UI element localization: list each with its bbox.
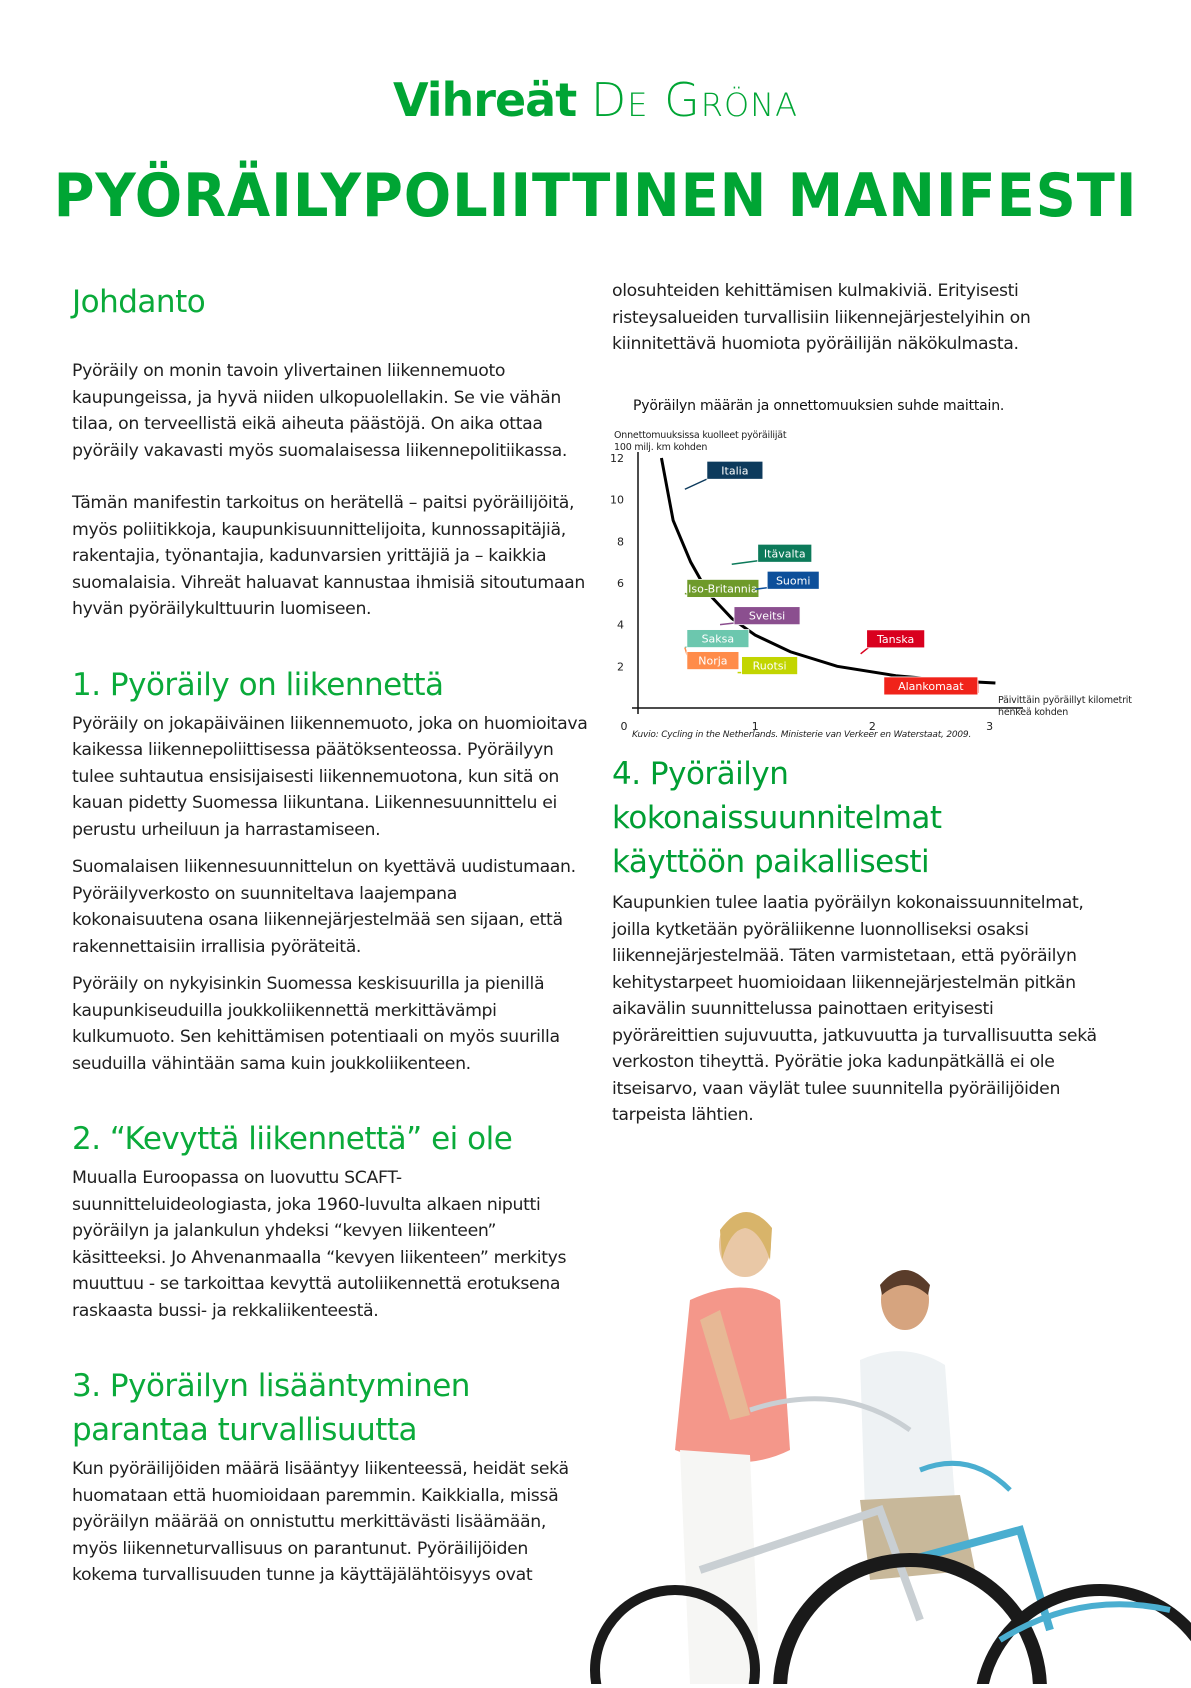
country-label-sveitsi: Sveitsi [748, 609, 786, 623]
section-4 [612, 752, 1112, 1129]
silver-bike-front-wheel [780, 1560, 1040, 1684]
country-label-saksa: Saksa [701, 632, 735, 646]
country-label-norja: Norja [698, 654, 728, 668]
section-2-paragraph-1: Muualla Euroopassa on luovuttu SCAFT-suunnitteluideologiasta, joka 1960-luvulta alkaen niputti pyöräilyn ja jalankulun yhdeksi “kevyen liikenteen” käsitteeksi. Jo Ahvenanmaalla “kevyen liikenteen” merkitys muuttuu - se tarkoittaa kevyttä autoliikennettä erotuksena raskaasta bussi- ja rekkaliikenteestä. [72, 1168, 567, 1321]
x-tick-label: 0 [620, 720, 628, 733]
brand-logo [0, 72, 1191, 128]
y-label-line-1: Onnettomuuksissa kuolleet pyöräilijät [614, 430, 787, 441]
section-heading-4-line-2: käyttöön paikallisesti [612, 844, 930, 880]
section-heading-4 [612, 752, 1112, 884]
accident-chart [608, 390, 1148, 750]
section-heading-3 [72, 1364, 592, 1452]
x-tick-label: 3 [986, 720, 994, 733]
country-label-tanska: Tanska [877, 632, 915, 646]
country-label-italia: Italia [721, 464, 749, 478]
y-tick-label: 6 [617, 577, 624, 590]
chart-source: Kuvio: Cycling in the Netherlands. Ministerie van Verkeer en Waterstaat, 2009. [632, 730, 972, 740]
country-label-iso-britannia: Iso-Britannia [688, 582, 758, 596]
right-column [612, 278, 1102, 358]
y-tick-label: 4 [617, 618, 624, 632]
section-1-paragraph-1: Pyöräily on jokapäiväinen liikennemuoto, joka on huomioitava kaikessa liikennepoliittisessa päätöksenteossa. Pyöräilyyn tulee suhtautua ensisijaisesti liikennemuotona, kun sitä on kauan pidetty Suomessa liikuntana. Liikennesuunnittelu ei perustu urheiluun ja harrastamiseen. [72, 713, 588, 840]
trend-curve [661, 458, 995, 683]
chart-x-axis-label [998, 695, 1138, 719]
x-tick-label: 2 [868, 720, 876, 733]
country-label-ruotsi: Ruotsi [752, 659, 787, 673]
section-4-paragraph-1: Kaupunkien tulee laatia pyöräilyn kokonaissuunnitelmat, joilla kytketään pyöräliikenne luonnolliseksi osaksi liikennejärjestelmää. Täten varmistetaan, että pyöräilyn kehitystarpeet huomioidaan liikennejärjestelmän pitkän aikavälin suunnittelussa painottaen erityisesti pyöräreittien sujuvuutta, jatkuvuutta ja turvallisuutta sekä verkoston tiheyttä. Pyörätie joka kadunpätkällä ei ole itseisarvo, vaan väylät tulee suunnitella pyöräilijöiden tarpeista lähtien. [612, 893, 1097, 1125]
label-pointer [732, 560, 762, 564]
country-label-suomi: Suomi [775, 574, 811, 588]
cyclists-illustration [580, 1190, 1191, 1684]
section-heading-2: 2. “Kevyttä liikennettä” ei ole [72, 1121, 513, 1157]
y-tick-label: 8 [617, 535, 624, 549]
brand-name-fi: Vihreät [392, 73, 577, 127]
intro-paragraph-2: Tämän manifestin tarkoitus on herätellä – paitsi pyöräilijöitä, myös poliitikkoja, kaupunkisuunnittelijoita, kunnossapitäjiä, rakentajia, työnantajia, kadunvarsien yrittäjiä ja – kaikkia suomalaisia. Vihreät haluavat kannustaa ihmisiä sitoutumaan hyvän pyöräilykulttuurin luomiseen. [72, 493, 585, 619]
section-heading-3-line-1: 3. Pyöräilyn lisääntyminen [72, 1368, 470, 1404]
section-1-paragraph-2: Suomalaisen liikennesuunnittelun on kyettävä uudistumaan. Pyöräilyverkosto on suunniteltava laajempana kokonaisuutena osana liikennejärjestelmää sen sijaan, että rakennettaisiin irrallisia pyöräteitä. [72, 857, 576, 957]
x-label-line-1: Päivittäin pyöräillyt kilometrit [998, 695, 1132, 706]
section-heading-4-line-1: 4. Pyöräilyn kokonaissuunnitelmat [612, 756, 942, 836]
section-heading-intro: Johdanto [72, 284, 206, 320]
intro-paragraph-1: Pyöräily on monin tavoin ylivertainen liikennemuoto kaupungeissa, ja hyvä niiden ulkopuolellakin. Se vie vähän tilaa, on terveellistä eikä aiheuta päästöjä. On aika ottaa pyöräily vakavasti myös suomalaisessa liikennepolitiikassa. [72, 361, 568, 461]
section-3-paragraph-1: Kun pyöräilijöiden määrä lisääntyy liikenteessä, heidät sekä huomataan että huomioidaan paremmin. Kaikkialla, missä pyöräilyn määrää on onnistuttu merkittävästi lisäämään, myös liikenneturvallisuus on parantunut. Pyöräilijöiden kokema turvallisuuden tunne ja käyttäjälähtöisyys ovat [72, 1459, 569, 1585]
y-tick-label: 10 [610, 493, 624, 507]
section-heading-3-line-2: parantaa turvallisuutta [72, 1412, 418, 1448]
section-heading-1: 1. Pyöräily on liikennettä [72, 666, 444, 703]
section-1-paragraph-3: Pyöräily on nykyisinkin Suomessa keskisuurilla ja pienillä kaupunkiseuduilla joukkoliikennettä merkittävämpi kulkumuoto. Sen kehittämisen potentiaali on myös suurilla seuduilla vähintään sama kuin joukkoliikenteen. [72, 974, 560, 1074]
y-label-line-2: 100 milj. km kohden [614, 442, 708, 453]
y-tick-label: 12 [610, 452, 624, 465]
chart-title: Pyöräilyn määrän ja onnettomuuksien suhde maittain. [633, 398, 1005, 414]
page-title: PYÖRÄILYPOLIITTINEN MANIFESTI [53, 161, 1138, 231]
left-column [72, 280, 592, 1589]
y-tick-label: 2 [617, 660, 624, 674]
x-tick-label: 1 [751, 720, 759, 733]
cyclists-photo [580, 1190, 1191, 1684]
brand-name-sv: De Gröna [590, 73, 799, 127]
continuation-paragraph: olosuhteiden kehittämisen kulmakiviä. Erityisesti risteysalueiden turvallisiin liikennejärjestelyihin on kiinnitettävä huomiota pyöräilijän näkökulmasta. [612, 281, 1031, 354]
country-label-itävalta: Itävalta [763, 547, 806, 561]
x-label-line-2: henkeä kohden [998, 707, 1069, 718]
country-label-alankomaat: Alankomaat [898, 679, 964, 693]
